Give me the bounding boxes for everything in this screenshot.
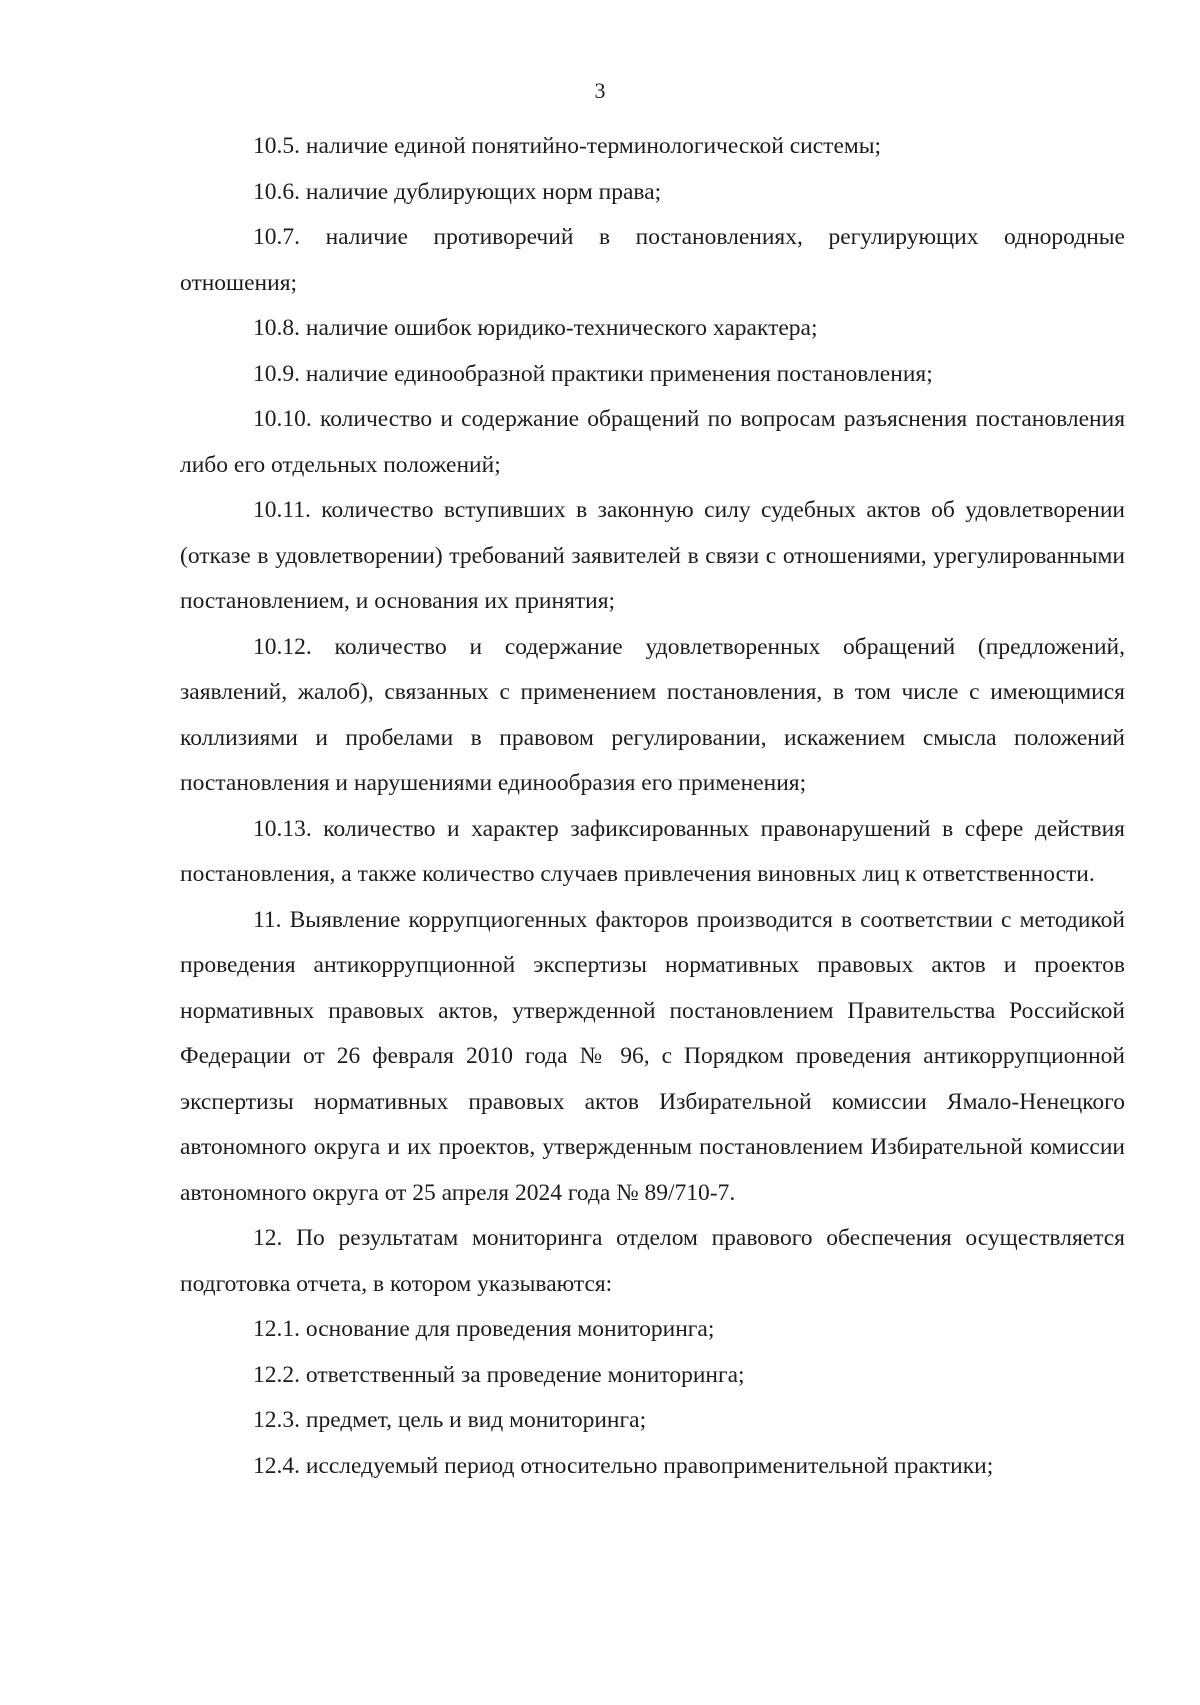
paragraph-10-8: 10.8. наличие ошибок юридико-технического характера; [253,315,818,341]
paragraph-12-3: 12.3. предмет, цель и вид мониторинга; [253,1407,647,1433]
page-number: 3 [594,78,606,103]
paragraph-10-10: 10.10. количество и содержание обращений по вопросам разъяснения постановления либо его отдельных положений; [180,406,1125,478]
paragraph-12-1: 12.1. основание для проведения мониторинга; [253,1316,715,1342]
paragraph-10-12: 10.12. количество и содержание удовлетворенных обращений (предложений, заявлений, жалоб), связанных с применением постановления, в том числе с имеющимися коллизиями и пробелами в правовом регулировании, искажением смысла положений постановления и нарушениями единообразия его применения; [180,633,1125,796]
paragraph-10-9: 10.9. наличие единообразной практики применения постановления; [253,360,933,387]
paragraph-10-13: 10.13. количество и характер зафиксированных правонарушений в сфере действия постановления, а также количество случаев привлечения виновных лиц к ответственности. [180,815,1125,887]
paragraph-12-4: 12.4. исследуемый период относительно правоприменительной практики; [253,1452,994,1479]
paragraph-10-6: 10.6. наличие дублирующих норм права; [253,178,662,205]
paragraph-10-5: 10.5. наличие единой понятийно-терминологической системы; [253,133,882,159]
paragraph-11: 11. Выявление коррупциогенных факторов производится в соответствии с методикой проведения антикоррупционной экспертизы нормативных правовых актов и проектов нормативных правовых актов, утвержденной постановлением Правительства Российской Федерации от 26 февраля 2010 года № 96, с Порядком проведения антикоррупционной экспертизы нормативных правовых актов Избирательной комиссии Ямало-Ненецкого автономного округа и их проектов, утвержденным постановлением Избирательной комиссии автономного округа от 25 апреля 2024 года № 89/710-7. [180,906,1125,1206]
paragraph-10-11: 10.11. количество вступивших в законную силу судебных актов об удовлетворении (отказе в удовлетворении) требований заявителей в связи с отношениями, урегулированными постановлением, и основания их принятия; [180,497,1125,614]
paragraph-10-7: 10.7. наличие противоречий в постановлениях, регулирующих однородные отношения; [180,224,1125,296]
document-body [180,124,1125,1489]
paragraph-12: 12. По результатам мониторинга отделом правового обеспечения осуществляется подготовка отчета, в котором указываются: [180,1225,1125,1297]
paragraph-12-2: 12.2. ответственный за проведение мониторинга; [253,1361,745,1388]
